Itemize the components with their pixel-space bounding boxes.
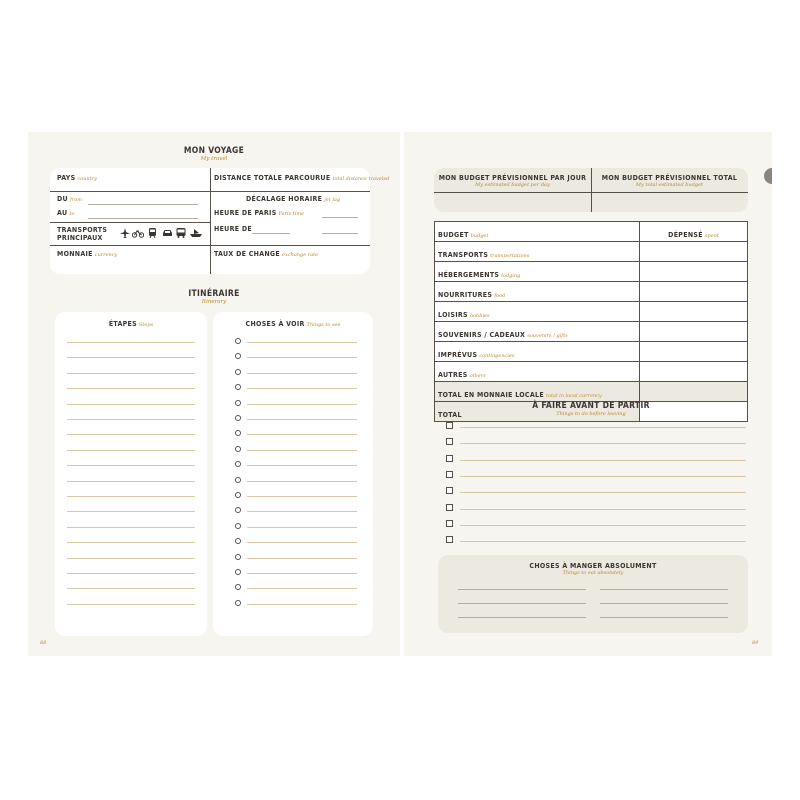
manger-line[interactable]: [600, 589, 728, 590]
chose-voir-line[interactable]: [247, 542, 357, 543]
etape-line[interactable]: [67, 419, 195, 420]
etape-line[interactable]: [67, 404, 195, 405]
todo-line[interactable]: [460, 525, 746, 526]
budget-total-label: MON BUDGET PRÉVISIONNEL TOTAL My total estimated budget: [601, 174, 738, 188]
chose-voir-checkbox[interactable]: [235, 477, 241, 483]
au-line[interactable]: [88, 218, 198, 219]
card-divider: [210, 168, 211, 274]
decalage-label: DÉCALAGE HORAIRE jet lag: [246, 195, 341, 203]
chose-voir-line[interactable]: [247, 404, 357, 405]
budget-spent-cell[interactable]: [640, 342, 748, 362]
divider-line: [210, 191, 370, 192]
budget-row: [435, 342, 748, 362]
chose-voir-checkbox[interactable]: [235, 569, 241, 575]
etape-line[interactable]: [67, 342, 195, 343]
etapes-card: [55, 312, 207, 636]
train-icon: [148, 228, 157, 238]
chose-voir-checkbox[interactable]: [235, 369, 241, 375]
budget-estimate-card: [434, 168, 748, 212]
budget-spent-cell[interactable]: [640, 322, 748, 342]
etape-line[interactable]: [67, 604, 195, 605]
todo-checkbox[interactable]: [446, 471, 453, 478]
todo-line[interactable]: [460, 509, 746, 510]
budget-category-cell: TOTAL: [435, 402, 640, 422]
chose-voir-line[interactable]: [247, 388, 357, 389]
bike-icon: [132, 229, 144, 238]
chose-voir-checkbox[interactable]: [235, 400, 241, 406]
chose-voir-line[interactable]: [247, 450, 357, 451]
chose-voir-checkbox[interactable]: [235, 353, 241, 359]
manger-line[interactable]: [458, 617, 586, 618]
budget-table-header: [435, 222, 748, 242]
chose-voir-checkbox[interactable]: [235, 584, 241, 590]
budget-row: [435, 242, 748, 262]
page-number-left: 88: [40, 640, 47, 646]
budget-category-cell: TOTAL EN MONNAIE LOCALE total in local currency: [435, 382, 640, 402]
chose-voir-checkbox[interactable]: [235, 430, 241, 436]
budget-row: [435, 322, 748, 342]
bus-icon: [176, 228, 186, 238]
chose-voir-checkbox[interactable]: [235, 461, 241, 467]
chose-voir-line[interactable]: [247, 419, 357, 420]
etape-line[interactable]: [67, 527, 195, 528]
manger-line[interactable]: [600, 603, 728, 604]
left-page: [28, 132, 400, 656]
budget-spent-cell[interactable]: [640, 382, 748, 402]
etape-line[interactable]: [67, 465, 195, 466]
budget-per-day-label: MON BUDGET PRÉVISIONNEL PAR JOUR My estimated budget per day: [438, 174, 587, 188]
manger-line[interactable]: [458, 589, 586, 590]
todo-checkbox[interactable]: [446, 520, 453, 527]
budget-row: [435, 362, 748, 382]
chose-voir-line[interactable]: [247, 373, 357, 374]
budget-category-cell: SOUVENIRS / CADEAUX souvenirs / gifts: [435, 322, 640, 342]
pays-label: PAYS country: [57, 174, 97, 182]
monnaie-label: MONNAIE currency: [57, 250, 118, 258]
itineraire-subtitle: Itinerary: [201, 299, 227, 305]
etape-line[interactable]: [67, 434, 195, 435]
chose-voir-checkbox[interactable]: [235, 554, 241, 560]
au-label: AU to: [57, 209, 75, 217]
transports-label: TRANSPORTS PRINCIPAUX: [57, 226, 108, 242]
chose-voir-line[interactable]: [247, 573, 357, 574]
chose-voir-line[interactable]: [247, 465, 357, 466]
todo-checkbox[interactable]: [446, 504, 453, 511]
etape-line[interactable]: [67, 450, 195, 451]
avant-partir-heading: À FAIRE AVANT DE PARTIR Things to do before leaving: [532, 401, 650, 417]
spent-header-cell: DÉPENSÉ spent: [640, 222, 748, 242]
todo-line[interactable]: [460, 492, 746, 493]
etape-line[interactable]: [67, 357, 195, 358]
todo-checkbox[interactable]: [446, 536, 453, 543]
chose-voir-checkbox[interactable]: [235, 600, 241, 606]
chose-voir-checkbox[interactable]: [235, 523, 241, 529]
manger-line[interactable]: [458, 603, 586, 604]
heure-paris-label: HEURE DE PARIS Paris time: [214, 209, 305, 217]
plane-icon: [120, 228, 130, 238]
heure-de-label: HEURE DE: [214, 225, 252, 233]
chose-voir-line[interactable]: [247, 496, 357, 497]
budget-row: [435, 382, 748, 402]
mon-voyage-subtitle: My travel: [200, 156, 228, 162]
manger-heading: CHOSES À MANGER ABSOLUMENT Things to eat absolutely: [529, 562, 657, 576]
divider-line: [50, 222, 210, 223]
car-icon: [162, 229, 173, 237]
todo-checkbox[interactable]: [446, 487, 453, 494]
budget-spent-cell[interactable]: [640, 242, 748, 262]
etape-line[interactable]: [67, 511, 195, 512]
etape-line[interactable]: [67, 542, 195, 543]
chose-voir-line[interactable]: [247, 604, 357, 605]
heure-de-time-line[interactable]: [322, 233, 358, 234]
budget-header-cell: BUDGET budget: [435, 222, 640, 242]
etapes-label: ÉTAPES Steps: [108, 320, 154, 328]
choses-voir-label: CHOSES À VOIR Things to see: [245, 320, 341, 328]
chose-voir-checkbox[interactable]: [235, 446, 241, 452]
budget-card-line-right: [591, 192, 748, 193]
budget-row: [435, 262, 748, 282]
etape-line[interactable]: [67, 496, 195, 497]
todo-checkbox[interactable]: [446, 438, 453, 445]
divider-line: [50, 245, 210, 246]
etape-line[interactable]: [67, 588, 195, 589]
etape-line[interactable]: [67, 558, 195, 559]
budget-category-cell: LOISIRS hobbies: [435, 302, 640, 322]
choses-voir-card: [213, 312, 373, 636]
budget-row: [435, 282, 748, 302]
budget-table: [434, 221, 748, 422]
budget-category-cell: NOURRITURES food: [435, 282, 640, 302]
todo-checkbox[interactable]: [446, 455, 453, 462]
chose-voir-line[interactable]: [247, 481, 357, 482]
todo-line[interactable]: [460, 427, 746, 428]
budget-category-cell: HÉBERGEMENTS lodging: [435, 262, 640, 282]
chose-voir-checkbox[interactable]: [235, 338, 241, 344]
chose-voir-checkbox[interactable]: [235, 384, 241, 390]
etape-line[interactable]: [67, 388, 195, 389]
chose-voir-checkbox[interactable]: [235, 492, 241, 498]
budget-category-cell: TRANSPORTS transportations: [435, 242, 640, 262]
itineraire-title: ITINÉRAIRE: [188, 289, 240, 299]
budget-category-cell: AUTRES others: [435, 362, 640, 382]
page-number-right: 89: [752, 640, 759, 646]
du-label: DU from: [57, 195, 82, 203]
distance-label: DISTANCE TOTALE PARCOURUE total distance traveled: [214, 174, 390, 182]
manger-line[interactable]: [600, 617, 728, 618]
budget-category-cell: IMPRÉVUS contingencies: [435, 342, 640, 362]
todo-line[interactable]: [460, 460, 746, 461]
todo-checkbox[interactable]: [446, 422, 453, 429]
todo-line[interactable]: [460, 443, 746, 444]
heure-paris-line[interactable]: [322, 217, 358, 218]
mon-voyage-title: MON VOYAGE: [183, 146, 245, 156]
boat-icon: [190, 228, 202, 238]
etape-line[interactable]: [67, 573, 195, 574]
budget-spent-cell[interactable]: [640, 282, 748, 302]
chose-voir-line[interactable]: [247, 434, 357, 435]
divider-line: [210, 245, 370, 246]
chose-voir-line[interactable]: [247, 342, 357, 343]
budget-spent-cell[interactable]: [640, 362, 748, 382]
budget-spent-cell[interactable]: [640, 262, 748, 282]
chose-voir-line[interactable]: [247, 558, 357, 559]
todo-line[interactable]: [460, 541, 746, 542]
du-line[interactable]: [88, 204, 198, 205]
chose-voir-checkbox[interactable]: [235, 538, 241, 544]
chose-voir-line[interactable]: [247, 588, 357, 589]
chose-voir-line[interactable]: [247, 511, 357, 512]
itineraire-heading: [28, 289, 400, 305]
mon-voyage-card: [50, 168, 390, 274]
divider-line: [50, 191, 210, 192]
chose-voir-checkbox[interactable]: [235, 507, 241, 513]
taux-label: TAUX DE CHANGE exchange rate: [214, 250, 319, 258]
chose-voir-line[interactable]: [247, 527, 357, 528]
budget-row: [435, 302, 748, 322]
budget-spent-cell[interactable]: [640, 302, 748, 322]
etape-line[interactable]: [67, 481, 195, 482]
mon-voyage-heading: [28, 146, 400, 162]
manger-card: [438, 555, 748, 633]
chose-voir-checkbox[interactable]: [235, 415, 241, 421]
chose-voir-line[interactable]: [247, 357, 357, 358]
heure-de-city-line[interactable]: [252, 233, 290, 234]
right-page: [404, 132, 772, 656]
etape-line[interactable]: [67, 373, 195, 374]
todo-line[interactable]: [460, 476, 746, 477]
budget-card-line-left: [434, 192, 591, 193]
